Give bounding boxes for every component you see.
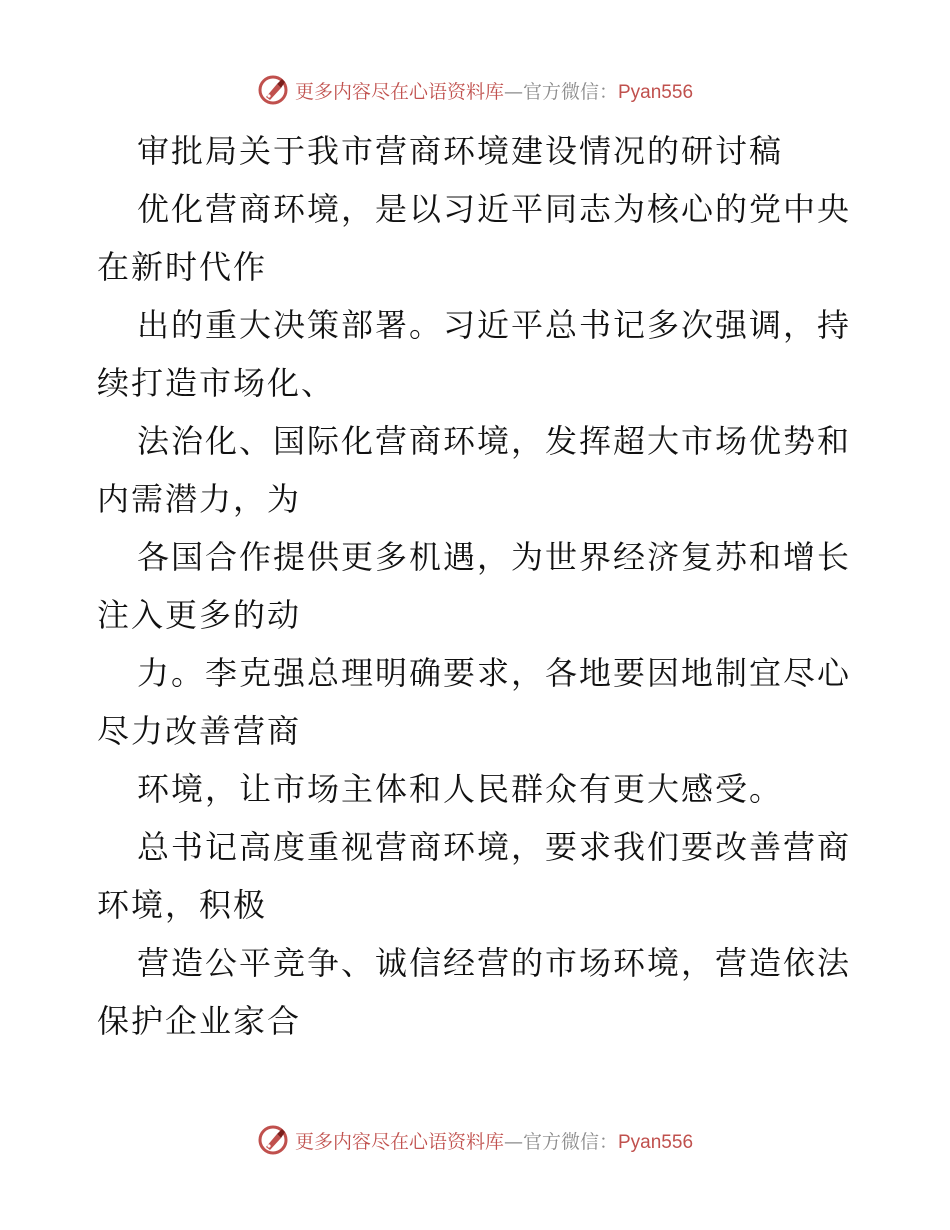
text-line: 内需潜力，为	[97, 480, 302, 518]
banner-label: 官方微信：	[522, 80, 618, 103]
text-line: 保护企业家合	[97, 1002, 302, 1040]
text-line: 注入更多的动	[97, 596, 302, 634]
pen-nib-logo-icon	[257, 1124, 289, 1156]
text-line: 在新时代作	[97, 248, 268, 286]
banner-dash: —	[503, 80, 523, 103]
text-line: 各国合作提供更多机遇，为世界经济复苏和增长	[137, 538, 852, 576]
footer-banner	[0, 1120, 950, 1160]
text-line: 营造公平竞争、诚信经营的市场环境，营造依法	[137, 944, 852, 982]
text-line: 总书记高度重视营商环境，要求我们要改善营商	[137, 828, 852, 866]
header-banner	[0, 70, 950, 110]
banner-main-text: 更多内容尽在心语资料库	[294, 1130, 504, 1153]
text-line: 续打造市场化、	[97, 364, 336, 402]
banner-main-text: 更多内容尽在心语资料库	[294, 80, 504, 103]
text-line: 力。李克强总理明确要求，各地要因地制宜尽心	[137, 654, 852, 692]
document-title: 审批局关于我市营商环境建设情况的研讨稿	[137, 132, 784, 170]
text-line: 环境，积极	[97, 886, 268, 924]
text-line: 法治化、国际化营商环境，发挥超大市场优势和	[137, 422, 852, 460]
banner-dash: —	[503, 1130, 523, 1153]
banner-account: Pyan556	[618, 81, 694, 103]
text-line: 尽力改善营商	[97, 712, 302, 750]
document-body	[97, 122, 857, 1050]
banner-account: Pyan556	[618, 1131, 694, 1153]
text-line: 环境，让市场主体和人民群众有更大感受。	[137, 770, 784, 808]
pen-nib-logo-icon	[257, 74, 289, 106]
text-line: 出的重大决策部署。习近平总书记多次强调，持	[137, 306, 852, 344]
banner-label: 官方微信：	[522, 1130, 618, 1153]
text-line: 优化营商环境，是以习近平同志为核心的党中央	[137, 190, 852, 228]
